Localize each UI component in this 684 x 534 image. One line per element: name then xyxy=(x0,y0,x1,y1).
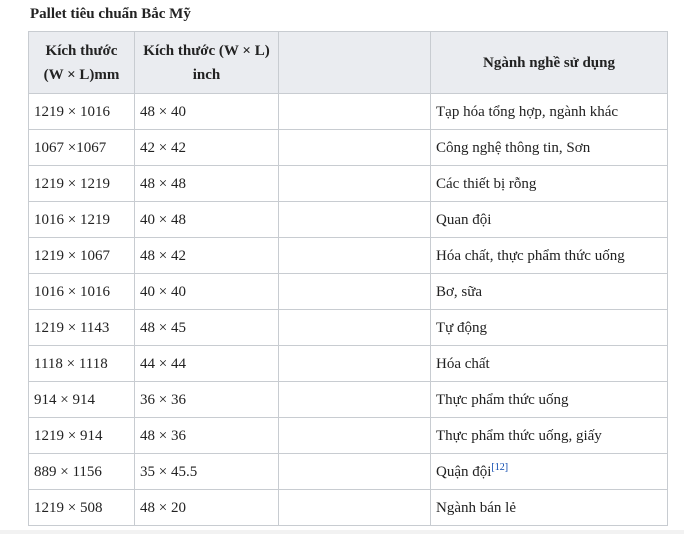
table-row xyxy=(29,202,668,238)
industry-text: Quận đội xyxy=(436,463,492,480)
industry-text: Ngành bán lẻ xyxy=(436,499,516,516)
table-row xyxy=(29,130,668,166)
cell-empty xyxy=(279,94,431,130)
table-body xyxy=(29,94,668,526)
reference-link[interactable]: [12] xyxy=(491,461,509,473)
industry-text: Công nghệ thông tin, Sơn xyxy=(436,139,591,156)
cell-empty xyxy=(279,238,431,274)
industry-text: Tạp hóa tổng hợp, ngành khác xyxy=(436,103,619,120)
table-row xyxy=(29,274,668,310)
cell-empty xyxy=(279,130,431,166)
cell-size-inch: 36 × 36 xyxy=(135,382,279,418)
cell-size-mm: 1219 × 1143 xyxy=(29,310,135,346)
cell-size-inch: 48 × 20 xyxy=(135,490,279,526)
industry-text: Tự động xyxy=(436,319,488,336)
table-row xyxy=(29,346,668,382)
cell-size-inch: 48 × 40 xyxy=(135,94,279,130)
cell-size-inch: 48 × 45 xyxy=(135,310,279,346)
cell-industry xyxy=(431,274,668,310)
cell-industry xyxy=(431,418,668,454)
cell-industry xyxy=(431,310,668,346)
cell-industry xyxy=(431,346,668,382)
cell-size-inch: 48 × 42 xyxy=(135,238,279,274)
table-row xyxy=(29,454,668,490)
industry-text: Các thiết bị rỗng xyxy=(436,175,537,192)
cell-size-inch: 42 × 42 xyxy=(135,130,279,166)
cell-size-mm: 1219 × 1016 xyxy=(29,94,135,130)
industry-text: Hóa chất xyxy=(436,355,490,372)
cell-empty xyxy=(279,166,431,202)
industry-text: Hóa chất, thực phẩm thức uống xyxy=(436,247,625,264)
cell-size-inch: 40 × 48 xyxy=(135,202,279,238)
cell-size-inch: 40 × 40 xyxy=(135,274,279,310)
cell-size-mm: 889 × 1156 xyxy=(29,454,135,490)
header-size-mm[interactable]: Kích thước (W × L)mm xyxy=(29,32,135,94)
industry-text: Quan đội xyxy=(436,211,492,228)
cell-empty xyxy=(279,490,431,526)
table-caption: Pallet tiêu chuẩn Bắc Mỹ xyxy=(30,6,191,22)
header-size-inch[interactable]: Kích thước (W × L) inch xyxy=(135,32,279,94)
cell-empty xyxy=(279,310,431,346)
cell-size-mm: 1016 × 1016 xyxy=(29,274,135,310)
cell-size-mm: 1219 × 1067 xyxy=(29,238,135,274)
header-industry[interactable]: Ngành nghề sử dụng xyxy=(431,32,668,94)
cell-size-mm: 1118 × 1118 xyxy=(29,346,135,382)
cell-industry xyxy=(431,490,668,526)
cell-industry xyxy=(431,454,668,490)
cell-industry xyxy=(431,238,668,274)
cell-industry xyxy=(431,166,668,202)
cell-industry xyxy=(431,382,668,418)
cell-size-mm: 914 × 914 xyxy=(29,382,135,418)
table-row xyxy=(29,310,668,346)
industry-text: Thực phẩm thức uống, giấy xyxy=(436,427,602,444)
header-empty[interactable] xyxy=(279,32,431,94)
cell-size-mm: 1219 × 1219 xyxy=(29,166,135,202)
cell-size-mm: 1067 ×1067 xyxy=(29,130,135,166)
bottom-edge xyxy=(0,530,684,534)
industry-text: Bơ, sữa xyxy=(436,283,483,300)
pallet-standards-table xyxy=(28,31,668,526)
cell-empty xyxy=(279,202,431,238)
cell-empty xyxy=(279,454,431,490)
table-row xyxy=(29,94,668,130)
table-row xyxy=(29,418,668,454)
table-row xyxy=(29,382,668,418)
cell-size-mm: 1219 × 508 xyxy=(29,490,135,526)
table-row xyxy=(29,238,668,274)
industry-text: Thực phẩm thức uống xyxy=(436,391,569,408)
cell-size-mm: 1219 × 914 xyxy=(29,418,135,454)
cell-industry xyxy=(431,202,668,238)
table-header-row xyxy=(29,32,668,94)
cell-empty xyxy=(279,418,431,454)
cell-industry xyxy=(431,94,668,130)
cell-size-inch: 48 × 48 xyxy=(135,166,279,202)
cell-industry xyxy=(431,130,668,166)
table-row xyxy=(29,166,668,202)
cell-size-inch: 48 × 36 xyxy=(135,418,279,454)
table-row xyxy=(29,490,668,526)
cell-empty xyxy=(279,274,431,310)
cell-empty xyxy=(279,346,431,382)
cell-empty xyxy=(279,382,431,418)
cell-size-mm: 1016 × 1219 xyxy=(29,202,135,238)
cell-size-inch: 35 × 45.5 xyxy=(135,454,279,490)
cell-size-inch: 44 × 44 xyxy=(135,346,279,382)
